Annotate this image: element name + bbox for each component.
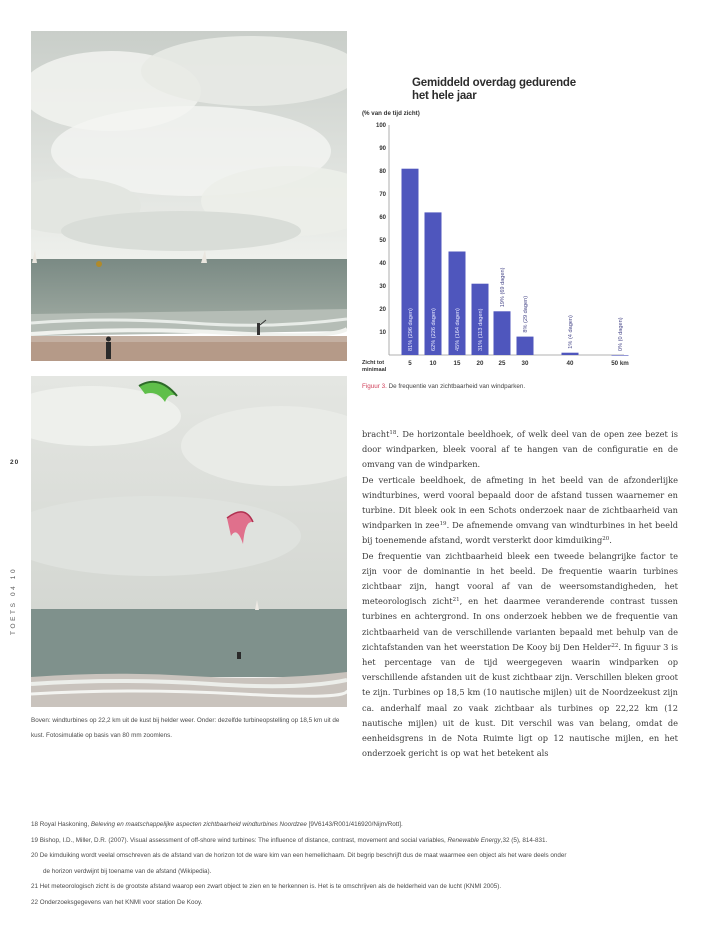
chart-bar-data-label: 19% (69 dagen) <box>500 267 506 308</box>
chart-bar <box>612 355 629 356</box>
photo-caption <box>31 713 353 743</box>
chart-bar-data-label: 62% (226 dagen) <box>431 308 437 351</box>
footnote-ref-22: 22 <box>611 642 619 649</box>
chart-bar <box>517 337 534 355</box>
chart-x-tick-label: 10 <box>429 360 437 367</box>
footnote-18 <box>31 817 691 833</box>
chart-y-tick-label: 40 <box>379 261 386 267</box>
footnote-ref-21: 21 <box>452 597 460 604</box>
chart-y-tick-label: 90 <box>379 146 386 152</box>
chart-bar <box>562 353 579 355</box>
text-run: . De horizontale beeldhoek, of welk deel van de open zee bezet is door windparken, bleek vooral af te hangen van de configuratie en de omvang van de windparken. <box>362 429 678 470</box>
text-run: De verticale beeldhoek, de afmeting in het beeld van de afzonderlijke windturbines, werd vooral bepaald door de afstand tussen waarnemer en turbine. Dit bleek ook in een Schots onderzoek naar de zichtbaarheid van windparken in zee <box>362 474 678 531</box>
chart-x-tick-label: 20 <box>476 360 484 367</box>
paragraph-3 <box>362 549 678 762</box>
chart-x-axis-label: Zicht tot <box>362 360 385 366</box>
text-run: bracht <box>362 429 390 439</box>
chart-x-tick-label: 5 <box>408 360 412 367</box>
chart-y-tick-label: 70 <box>379 192 386 198</box>
journal-title: Renewable Energy <box>447 836 501 844</box>
figure-caption-text: De frequentie van zichtbaarheid van windparken. <box>386 383 526 390</box>
photo-beach-turbines-22km <box>31 31 347 361</box>
footnote-ref-18: 18 <box>389 430 397 436</box>
chart-y-tick-label: 10 <box>379 330 386 336</box>
footnotes <box>31 817 691 910</box>
chart-y-tick-label: 30 <box>379 284 386 290</box>
footnote-21: 21 Het meteorologisch zicht is de grootste afstand waarop een zwart object te zien en te herkennen is. Het is te omschrijven als de helderheid van de lucht (KNMI 2005). <box>31 883 502 890</box>
chart-x-tick-label: 40 <box>566 360 574 367</box>
text-run: 19 Bishop, I.D., Miller, D.R. (2007). Visual assessment of off-shore wind turbines: The influence of distance, contrast, movement and social variables, <box>31 836 448 844</box>
chart-x-tick-label: 30 <box>521 360 529 367</box>
footnote-19 <box>31 833 691 849</box>
footnote-ref-19: 19 <box>439 521 447 528</box>
text-run: 18 Royal Haskoning, <box>31 821 91 828</box>
chart-bar <box>494 311 511 355</box>
figure-number: Figuur 3. <box>362 383 387 390</box>
paragraph-1 <box>362 427 678 473</box>
footnote-22: 22 Onderzoeksgegevens van het KNMI voor station De Kooy. <box>31 898 203 906</box>
footnote-ref-20: 20 <box>602 536 610 543</box>
running-head: TOETS 04 10 <box>10 566 17 635</box>
text-run: ,32 (5), 814-831. <box>500 836 548 844</box>
chart-y-tick-label: 50 <box>379 238 386 244</box>
chart-bar-data-label: 1% (4 dagen) <box>568 315 574 349</box>
chart-y-tick-label: 60 <box>379 215 386 221</box>
chart-y-axis-label: (% van de tijd zicht) <box>362 110 420 117</box>
chart-y-tick-label: 100 <box>375 123 386 129</box>
chart-y-tick-label: 80 <box>379 169 386 175</box>
chart-x-tick-label: 15 <box>453 360 461 367</box>
chart-bar-data-label: 8% (29 dagen) <box>523 295 529 333</box>
text-run: . <box>609 535 612 546</box>
page-number: 20 <box>10 459 20 466</box>
footnote-20-continued: de horizon verdwijnt bij toename van de afstand (Wikipedia). <box>43 867 212 875</box>
visibility-bar-chart <box>362 73 637 373</box>
text-run: , en het daarmee veranderende contrast tussen turbines en achtergrond. In ons onderzoek hebben we de frequentie van zichtbaarheid van de verschillende varianten bepaald met behulp van de zichtafstanden van het weerstation De Kooy bij Den Helder <box>362 596 678 652</box>
chart-bar-data-label: 81% (296 dagen) <box>408 308 414 351</box>
chart-bar-data-label: 45% (164 dagen) <box>455 308 461 351</box>
chart-x-tick-label: 50 km <box>611 360 629 367</box>
text-run: . De afnemende omvang van windturbines in het beeld bij toenemende afstand, wordt versterkt door kimduiking <box>362 520 678 546</box>
chart-y-tick-label: 20 <box>379 307 386 313</box>
text-run: . In figuur 3 is het percentage van de tijd weergegeven waarin windparken op verschillende afstanden uit de kust zichtbaar zijn. Verschillen bleken groot te zijn. Turbines op 18,5 km (10 nautische mijlen) uit de Noordzeekust zijn ca. anderhalf maal zo vaak zichtbaar als turbines op 22,22 km (12 nautische mijlen) uit de kust. Dit verschil was van belang, omdat de eenheidsgrens in de Nota Ruimte ligt op 12 nautische mijlen, en het onderzoek gericht is op wat het betekent als <box>362 641 678 759</box>
chart-title-line2: het hele jaar <box>412 90 477 102</box>
chart-bar-data-label: 0% (0 dagen) <box>618 317 624 351</box>
figure-caption <box>362 383 525 390</box>
chart-bar-data-label: 31% (113 dagen) <box>478 308 484 351</box>
footnote-title: Beleving en maatschappelijke aspecten zichtbaarheid windturbines Noordzee <box>90 821 307 828</box>
chart-x-tick-label: 25 <box>498 360 506 367</box>
body-text <box>362 427 678 761</box>
photo-beach-turbines-18km <box>31 376 347 707</box>
paragraph-2 <box>362 473 678 549</box>
chart-x-axis-label-line2: minimaal <box>362 367 387 373</box>
photo-caption-text: Boven: windturbines op 22,2 km uit de kust bij helder weer. Onder: dezelfde turbineopstelling op 18,5 km uit de kust. Fotosimulatie op basis van 80 mm zoomlens. <box>31 717 340 739</box>
text-run: [9V6143/R001/416920/Nijm/Rott]. <box>306 821 403 828</box>
text-run: De frequentie van zichtbaarheid bleek een tweede belangrijke factor te zijn voor de dominantie in het beeld. De frequentie waarin turbines zichtbaar zijn, hangt vooral af van de weersomstandigheden, het meteorologisch zicht <box>362 550 678 607</box>
footnote-20: 20 De kimduiking wordt veelal omschreven als de afstand van de horizon tot de ware kim van een hemellichaam. Dit begrip beschrijft dus de maat waarmee een object als het ware deels onder <box>31 852 567 859</box>
chart-title-line1: Gemiddeld overdag gedurende <box>412 77 576 89</box>
